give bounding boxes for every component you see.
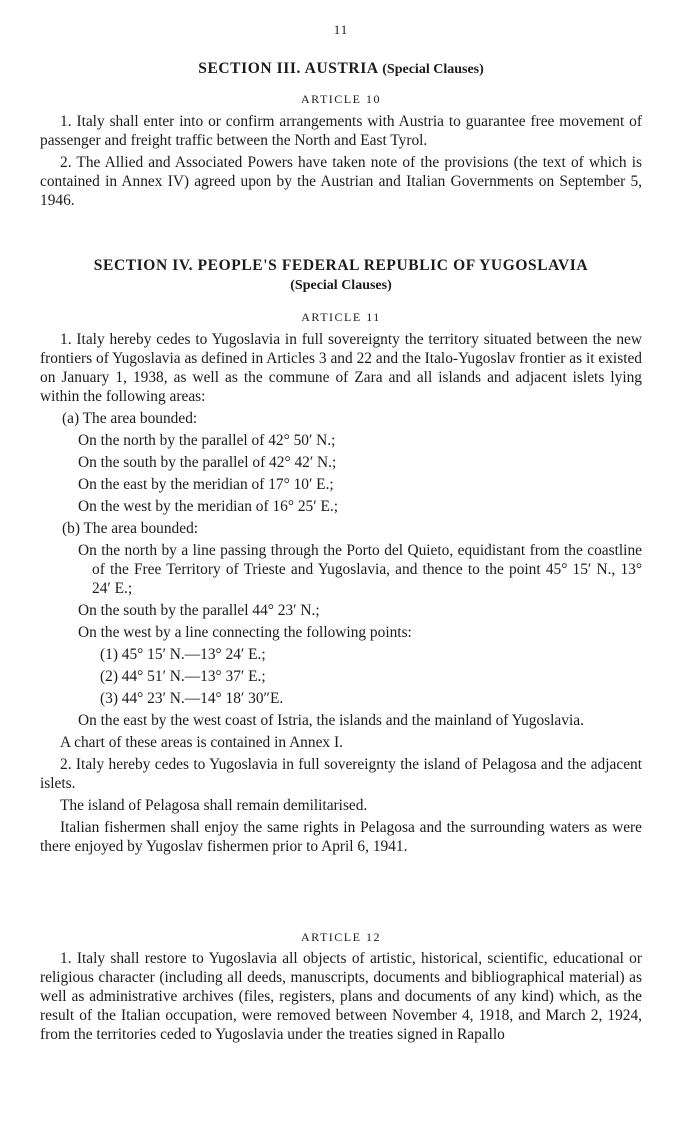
area-b-east: On the east by the west coast of Istria, the islands and the mainland of Yugoslavia. (78, 712, 584, 729)
area-a-east: On the east by the meridian of 17° 10′ E.; (78, 476, 334, 493)
article-10-body (40, 112, 642, 210)
area-a-west: On the west by the meridian of 16° 25′ E.; (78, 498, 338, 515)
section-3-heading (40, 60, 642, 78)
area-a-south: On the south by the parallel of 42° 42′ N.; (78, 454, 337, 471)
section-3-subtitle: (Special Clauses) (382, 62, 484, 77)
article-10-para-1: 1. Italy shall enter into or confirm arrangements with Austria to guarantee free movement of passenger and freight traffic between the North and East Tyrol. (40, 113, 642, 149)
article-11-body (40, 330, 642, 856)
area-a-label: (a) The area bounded: (62, 410, 198, 427)
section-4-title: SECTION IV. PEOPLE'S FEDERAL REPUBLIC OF YUGOSLAVIA (93, 257, 589, 274)
article-11-para-3: The island of Pelagosa shall remain demilitarised. (60, 797, 368, 814)
area-b-west: On the west by a line connecting the following points: (78, 624, 412, 641)
article-11-title: ARTICLE 11 (301, 310, 381, 324)
area-b-north: On the north by a line passing through the Porto del Quieto, equidistant from the coastline of the Free Territory of Trieste and Yugoslavia, and thence to the point 45° 15′ N., 13° 24′ E.; (78, 542, 642, 597)
area-b-point-3: (3) 44° 23′ N.—14° 18′ 30″E. (100, 690, 284, 707)
article-12-para-1: 1. Italy shall restore to Yugoslavia all objects of artistic, historical, scientific, educational or religious character (including all deeds, manuscripts, documents and bibliographical material) as well as administrative archives (files, registers, plans and documents of any kind) which, as the result of the Italian occupation, were removed between November 4, 1918, and March 2, 1924, from the territories ceded to Yugoslavia under the treaties signed in Rapallo (40, 950, 642, 1043)
article-10-para-2: 2. The Allied and Associated Powers have taken note of the provisions (the text of which is contained in Annex IV) agreed upon by the Austrian and Italian Governments on September 5, 1946. (40, 154, 642, 209)
page-number: 11 (333, 22, 349, 37)
section-4-heading (40, 256, 642, 296)
annex-chart-note: A chart of these areas is contained in Annex I. (60, 734, 343, 751)
article-11-para-1: 1. Italy hereby cedes to Yugoslavia in full sovereignty the territory situated between the new frontiers of Yugoslavia as defined in Articles 3 and 22 and the Italo-Yugoslav frontier as it existed on January 1, 1938, as well as the commune of Zara and all islands and adjacent islets lying within the following areas: (40, 331, 642, 405)
area-b-point-1: (1) 45° 15′ N.—13° 24′ E.; (100, 646, 266, 663)
area-a-north: On the north by the parallel of 42° 50′ N.; (78, 432, 336, 449)
article-12-title: ARTICLE 12 (301, 930, 381, 944)
section-3-title: SECTION III. AUSTRIA (198, 60, 378, 77)
section-4-subtitle: (Special Clauses) (290, 278, 392, 293)
article-10-title: ARTICLE 10 (301, 92, 381, 106)
area-b-point-2: (2) 44° 51′ N.—13° 37′ E.; (100, 668, 266, 685)
article-11-para-2: 2. Italy hereby cedes to Yugoslavia in full sovereignty the island of Pelagosa and the adjacent islets. (40, 756, 642, 792)
article-11-para-4: Italian fishermen shall enjoy the same rights in Pelagosa and the surrounding waters as were there enjoyed by Yugoslav fishermen prior to April 6, 1941. (40, 819, 642, 855)
article-12-body (40, 949, 642, 1044)
area-b-south: On the south by the parallel 44° 23′ N.; (78, 602, 320, 619)
area-b-label: (b) The area bounded: (62, 520, 199, 537)
